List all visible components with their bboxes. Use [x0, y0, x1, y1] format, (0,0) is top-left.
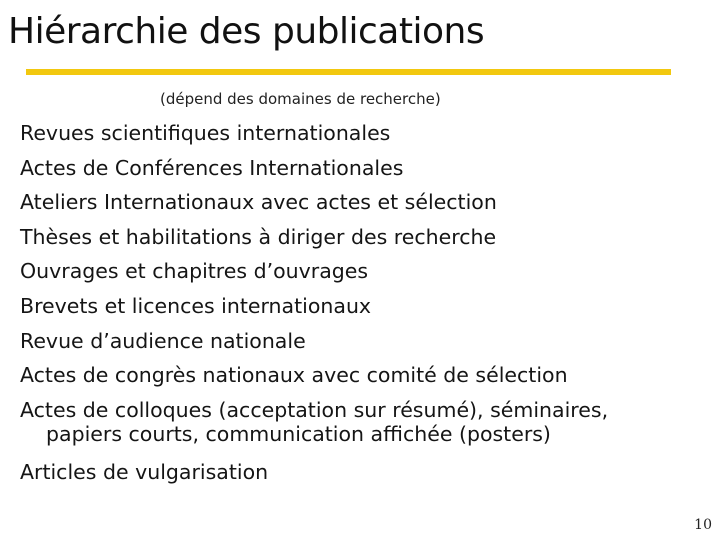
list-item [20, 220, 710, 255]
list-item-text: Revues scientifiques internationales [20, 121, 391, 145]
slide-subtitle: (dépend des domaines de recherche) [160, 90, 441, 108]
list-item [20, 455, 710, 490]
list-item [20, 393, 710, 456]
list-item-text: Brevets et licences internationaux [20, 293, 372, 318]
list-item-text: Ateliers Internationaux avec actes et sélection [20, 190, 497, 215]
list-item-text: Articles de vulgarisation [20, 460, 269, 485]
list-item [20, 151, 710, 186]
list-item-text: Actes de colloques (acceptation sur résumé), séminaires, [20, 397, 609, 422]
list-item-text: Actes de congrès nationaux avec comité de sélection [20, 363, 568, 388]
page-number: 10 [694, 517, 712, 533]
list-item-text: Actes de Conférences Internationales [20, 155, 404, 180]
list-item-continuation-text: papiers courts, communication affichée (posters) [46, 422, 551, 447]
title-underline-rule [26, 69, 671, 75]
list-item-text: Ouvrages et chapitres d’ouvrages [20, 259, 369, 284]
list-item [20, 254, 710, 289]
list-item [20, 185, 710, 220]
list-item [20, 116, 710, 151]
list-item [20, 289, 710, 324]
list-item [20, 358, 710, 393]
slide-title: Hiérarchie des publications [8, 11, 485, 52]
publication-hierarchy-list [20, 116, 710, 490]
list-item-text: Revue d’audience nationale [20, 328, 306, 353]
list-item-text: Thèses et habilitations à diriger des recherche [20, 224, 497, 249]
list-item [20, 324, 710, 359]
